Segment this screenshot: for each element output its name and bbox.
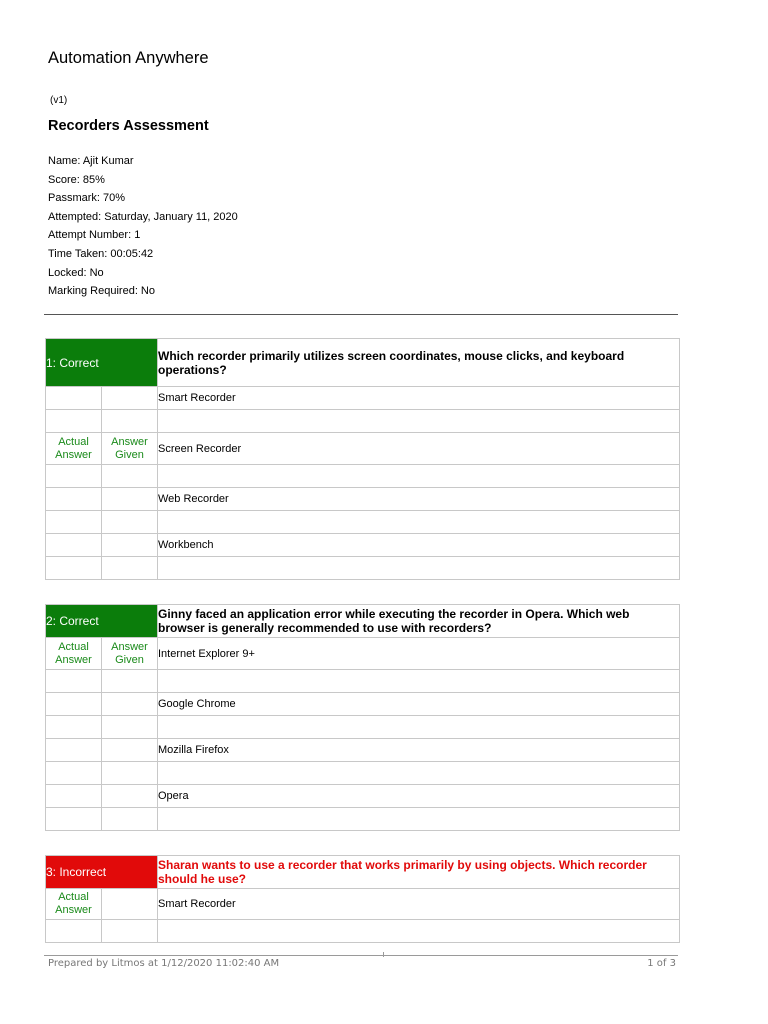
actual-answer-label: Actual Answer: [46, 433, 102, 465]
locked-field: Locked: No: [48, 266, 104, 279]
question-1-option-1: Smart Recorder: [158, 387, 680, 410]
section-divider: [44, 314, 678, 315]
actual-answer-label: Actual Answer: [46, 638, 102, 670]
footer-divider: [44, 955, 678, 956]
footer-marker: [383, 952, 384, 957]
question-3-table: [45, 855, 680, 943]
version-label: (v1): [50, 95, 68, 106]
question-1-table: [45, 338, 680, 580]
question-1-text: Which recorder primarily utilizes screen coordinates, mouse clicks, and keyboard operations?: [158, 339, 680, 387]
question-2-text: Ginny faced an application error while executing the recorder in Opera. Which web browser is generally recommended to use with recorders?: [158, 605, 680, 638]
question-3-text: Sharan wants to use a recorder that works primarily by using objects. Which recorder should he use?: [158, 856, 680, 889]
question-2-option-4: Opera: [158, 785, 680, 808]
attempted-field: Attempted: Saturday, January 11, 2020: [48, 210, 238, 223]
question-3-status: 3: Incorrect: [46, 856, 158, 889]
question-2-table: [45, 604, 680, 831]
question-1-option-4: Workbench: [158, 534, 680, 557]
passmark-field: Passmark: 70%: [48, 192, 126, 205]
attempt-details: [48, 152, 238, 301]
question-1-option-2: Screen Recorder: [158, 433, 680, 465]
marking-required-field: Marking Required: No: [48, 285, 155, 298]
question-1-option-3: Web Recorder: [158, 488, 680, 511]
assessment-title: Recorders Assessment: [48, 118, 209, 134]
question-2-option-3: Mozilla Firefox: [158, 739, 680, 762]
actual-answer-label: Actual Answer: [46, 889, 102, 920]
question-2-option-1: Internet Explorer 9+: [158, 638, 680, 670]
question-3-option-1: Smart Recorder: [158, 889, 680, 920]
company-title: Automation Anywhere: [48, 49, 209, 67]
footer-prepared: Prepared by Litmos at 1/12/2020 11:02:40 AM: [48, 958, 280, 969]
question-1-status: 1: Correct: [46, 339, 158, 387]
score-field: Score: 85%: [48, 173, 105, 186]
question-2-option-2: Google Chrome: [158, 693, 680, 716]
attempt-number-field: Attempt Number: 1: [48, 229, 141, 242]
answer-given-label: Answer Given: [102, 638, 158, 670]
answer-given-label: Answer Given: [102, 433, 158, 465]
name-field: Name: Ajit Kumar: [48, 155, 134, 167]
time-taken-field: Time Taken: 00:05:42: [48, 247, 154, 260]
question-2-status: 2: Correct: [46, 605, 158, 638]
footer-page-number: 1 of 3: [647, 958, 676, 969]
